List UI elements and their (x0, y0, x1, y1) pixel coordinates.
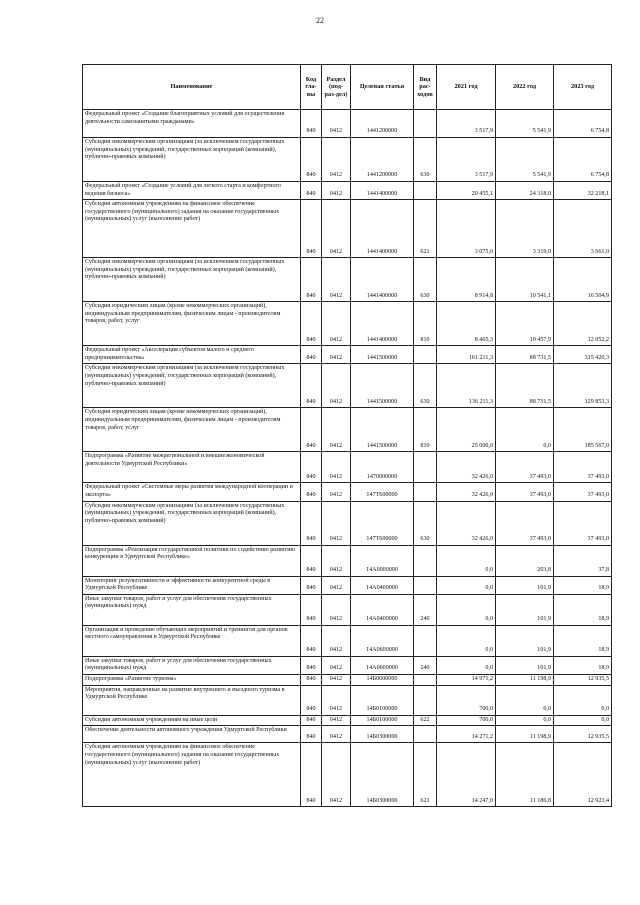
cell-name: Иные закупки товаров, работ и услуг для обеспечения государственных (муниципальных) нужд (83, 656, 301, 674)
cell-glava: 840 (301, 302, 322, 346)
cell-name: Субсидии некоммерческим организациям (за исключением государственных (муниципальных) учреждений, государственных корпораций (компаний), публично-правовых компаний) (83, 501, 301, 545)
cell-y2021: 8 914,8 (437, 258, 496, 302)
cell-y2021: 136 211,3 (437, 364, 496, 408)
cell-razdel: 0412 (322, 364, 351, 408)
table-row (83, 576, 612, 594)
cell-y2022: 24 318,0 (496, 182, 554, 200)
cell-vid (414, 685, 437, 715)
cell-statya: 14Б0300000 (351, 726, 414, 743)
table-header-row (83, 65, 612, 110)
cell-statya: 14A0400000 (351, 576, 414, 594)
cell-y2023: 0,0 (554, 715, 612, 726)
cell-y2023: 37,8 (554, 545, 612, 576)
cell-statya: 1470000000 (351, 452, 414, 483)
cell-name: Субсидии автономным учреждениям на финансовое обеспечение государственного (муниципального) задания на оказание государственных (муниципальных) услуг (выполнение работ) (83, 743, 301, 807)
cell-vid (414, 675, 437, 686)
cell-name: Мероприятия, направленные на развитие внутреннего и въездного туризма в Удмуртской Республике (83, 685, 301, 715)
cell-y2022: 5 541,9 (496, 138, 554, 182)
table-row (83, 302, 612, 346)
table-row (83, 656, 612, 674)
cell-y2022: 11 198,9 (496, 675, 554, 686)
table-row (83, 138, 612, 182)
table-row (83, 346, 612, 364)
cell-vid: 810 (414, 408, 437, 452)
cell-y2023: 18,9 (554, 656, 612, 674)
cell-razdel: 0412 (322, 715, 351, 726)
page-number: 22 (316, 16, 324, 25)
cell-name: Федеральный проект «Создание благоприятных условий для осуществления деятельности самозанятыми гражданами» (83, 110, 301, 138)
cell-y2022: 0,0 (496, 715, 554, 726)
header-2023: 2023 год (554, 65, 612, 110)
table-row (83, 483, 612, 501)
cell-glava: 840 (301, 364, 322, 408)
cell-razdel: 0412 (322, 675, 351, 686)
cell-y2021: 0,0 (437, 656, 496, 674)
cell-vid (414, 182, 437, 200)
cell-y2021: 700,0 (437, 715, 496, 726)
cell-name: Субсидии некоммерческим организациям (за исключением государственных (муниципальных) учреждений, государственных корпораций (компаний), публично-правовых компаний) (83, 138, 301, 182)
cell-vid (414, 483, 437, 501)
cell-y2023: 18,9 (554, 594, 612, 625)
cell-statya: 1441500000 (351, 364, 414, 408)
cell-y2022: 10 457,9 (496, 302, 554, 346)
cell-glava: 840 (301, 715, 322, 726)
cell-glava: 840 (301, 182, 322, 200)
table-row (83, 715, 612, 726)
cell-y2021: 0,0 (437, 545, 496, 576)
cell-vid (414, 346, 437, 364)
table-row (83, 743, 612, 807)
cell-statya: 14Б0100000 (351, 685, 414, 715)
cell-y2022: 101,9 (496, 576, 554, 594)
cell-vid (414, 452, 437, 483)
cell-name: Субсидии автономным учреждениям на иные цели (83, 715, 301, 726)
cell-glava: 840 (301, 200, 322, 258)
cell-razdel: 0412 (322, 182, 351, 200)
cell-y2022: 101,9 (496, 656, 554, 674)
cell-glava: 840 (301, 625, 322, 656)
table-row (83, 685, 612, 715)
cell-y2022: 88 731,5 (496, 364, 554, 408)
cell-statya: 1441500000 (351, 346, 414, 364)
cell-glava: 840 (301, 656, 322, 674)
header-statya: Целевая статья (351, 65, 414, 110)
header-2021: 2021 год (437, 65, 496, 110)
header-razdel: Раздел (под-раз-дел) (322, 65, 351, 110)
table-row (83, 625, 612, 656)
cell-vid: 240 (414, 594, 437, 625)
header-2022: 2022 год (496, 65, 554, 110)
cell-name: Обеспечение деятельности автономного учреждения Удмуртской Республики (83, 726, 301, 743)
cell-statya: 14A0600000 (351, 625, 414, 656)
cell-razdel: 0412 (322, 138, 351, 182)
table-row (83, 182, 612, 200)
cell-razdel: 0412 (322, 483, 351, 501)
cell-vid (414, 545, 437, 576)
cell-y2022: 5 541,9 (496, 110, 554, 138)
cell-glava: 840 (301, 743, 322, 807)
cell-name: Федеральный проект «Создание условий для легкого старта и комфортного ведения бизнеса» (83, 182, 301, 200)
cell-y2021: 32 426,0 (437, 501, 496, 545)
cell-razdel: 0412 (322, 685, 351, 715)
cell-vid (414, 110, 437, 138)
cell-razdel: 0412 (322, 576, 351, 594)
cell-y2023: 3 661,0 (554, 200, 612, 258)
table-row (83, 675, 612, 686)
cell-vid: 630 (414, 501, 437, 545)
cell-statya: 14A0600000 (351, 656, 414, 674)
cell-glava: 840 (301, 545, 322, 576)
cell-glava: 840 (301, 258, 322, 302)
cell-y2023: 315 420,3 (554, 346, 612, 364)
cell-statya: 14A0400000 (351, 594, 414, 625)
cell-vid: 621 (414, 200, 437, 258)
cell-y2023: 12 935,5 (554, 675, 612, 686)
table-row (83, 200, 612, 258)
cell-vid: 630 (414, 138, 437, 182)
cell-y2022: 101,9 (496, 625, 554, 656)
cell-glava: 840 (301, 138, 322, 182)
cell-razdel: 0412 (322, 452, 351, 483)
cell-y2021: 32 426,0 (437, 452, 496, 483)
cell-statya: 1441400000 (351, 258, 414, 302)
cell-name: Организация и проведение обучающих мероприятий и тренингов для органов местного самоуправления в Удмуртской Республике (83, 625, 301, 656)
cell-razdel: 0412 (322, 258, 351, 302)
cell-vid: 810 (414, 302, 437, 346)
header-name: Наименование (83, 65, 301, 110)
cell-vid: 630 (414, 364, 437, 408)
cell-y2023: 16 504,9 (554, 258, 612, 302)
cell-y2022: 37 493,0 (496, 483, 554, 501)
cell-statya: 14Б0100000 (351, 715, 414, 726)
cell-name: Субсидии автономным учреждениям на финансовое обеспечение государственного (муниципального) задания на оказание государственных (муниципальных) услуг (выполнение работ) (83, 200, 301, 258)
cell-statya: 1441400000 (351, 200, 414, 258)
cell-glava: 840 (301, 594, 322, 625)
cell-y2023: 37 493,0 (554, 501, 612, 545)
cell-y2022: 88 731,5 (496, 346, 554, 364)
table-row (83, 258, 612, 302)
cell-y2021: 700,0 (437, 685, 496, 715)
table-row (83, 408, 612, 452)
cell-statya: 1441200000 (351, 110, 414, 138)
cell-name: Субсидии юридическим лицам (кроме некоммерческих организаций), индивидуальным предпринимателям, физическим лицам - производителям товаров, работ, услуг (83, 408, 301, 452)
cell-glava: 840 (301, 452, 322, 483)
cell-name: Подпрограмма «Развитие туризма» (83, 675, 301, 686)
cell-y2022: 11 186,8 (496, 743, 554, 807)
cell-glava: 840 (301, 483, 322, 501)
cell-y2022: 11 198,9 (496, 726, 554, 743)
cell-name: Субсидии некоммерческим организациям (за исключением государственных (муниципальных) учреждений, государственных корпораций (компаний), публично-правовых компаний) (83, 258, 301, 302)
cell-y2021: 3 075,0 (437, 200, 496, 258)
cell-statya: 147T600000 (351, 501, 414, 545)
cell-razdel: 0412 (322, 200, 351, 258)
cell-glava: 840 (301, 346, 322, 364)
table-row (83, 726, 612, 743)
cell-razdel: 0412 (322, 625, 351, 656)
cell-vid (414, 576, 437, 594)
cell-name: Федеральный проект «Системные меры развития международной кооперации и экспорта» (83, 483, 301, 501)
cell-y2021: 14 971,2 (437, 675, 496, 686)
cell-y2023: 6 754,8 (554, 110, 612, 138)
cell-y2023: 0,0 (554, 685, 612, 715)
cell-y2023: 6 754,8 (554, 138, 612, 182)
cell-statya: 1441200000 (351, 138, 414, 182)
cell-y2021: 32 426,0 (437, 483, 496, 501)
cell-vid: 622 (414, 715, 437, 726)
table-row (83, 545, 612, 576)
cell-vid (414, 726, 437, 743)
cell-razdel: 0412 (322, 408, 351, 452)
cell-razdel: 0412 (322, 743, 351, 807)
cell-razdel: 0412 (322, 656, 351, 674)
cell-y2021: 14 247,0 (437, 743, 496, 807)
cell-y2023: 12 052,2 (554, 302, 612, 346)
cell-y2021: 3 517,9 (437, 110, 496, 138)
table-body (83, 110, 612, 807)
cell-y2021: 0,0 (437, 576, 496, 594)
cell-statya: 1441400000 (351, 302, 414, 346)
cell-y2021: 0,0 (437, 625, 496, 656)
cell-y2022: 101,9 (496, 594, 554, 625)
cell-name: Субсидии юридическим лицам (кроме некоммерческих организаций), индивидуальным предпринимателям, физическим лицам - производителям товаров, работ, услуг (83, 302, 301, 346)
cell-y2023: 129 853,3 (554, 364, 612, 408)
cell-statya: 1441400000 (351, 182, 414, 200)
cell-glava: 840 (301, 110, 322, 138)
cell-y2021: 25 000,0 (437, 408, 496, 452)
cell-razdel: 0412 (322, 501, 351, 545)
cell-y2022: 37 493,0 (496, 452, 554, 483)
cell-y2021: 161 211,3 (437, 346, 496, 364)
cell-glava: 840 (301, 726, 322, 743)
cell-glava: 840 (301, 501, 322, 545)
cell-glava: 840 (301, 408, 322, 452)
cell-razdel: 0412 (322, 110, 351, 138)
cell-y2023: 37 493,0 (554, 452, 612, 483)
cell-razdel: 0412 (322, 545, 351, 576)
cell-y2022: 10 541,1 (496, 258, 554, 302)
cell-razdel: 0412 (322, 302, 351, 346)
cell-y2023: 18,9 (554, 576, 612, 594)
cell-y2021: 3 517,9 (437, 138, 496, 182)
cell-statya: 147T600000 (351, 483, 414, 501)
cell-name: Подпрограмма «Реализация государственной политики по содействию развитию конкуренции в Удмуртской Республике» (83, 545, 301, 576)
table-row (83, 501, 612, 545)
cell-name: Субсидии некоммерческим организациям (за исключением государственных (муниципальных) учреждений, государственных корпораций (компаний), публично-правовых компаний) (83, 364, 301, 408)
cell-y2023: 37 493,0 (554, 483, 612, 501)
cell-vid: 630 (414, 258, 437, 302)
cell-y2021: 0,0 (437, 594, 496, 625)
budget-table (82, 64, 612, 807)
cell-razdel: 0412 (322, 346, 351, 364)
cell-y2022: 0,0 (496, 685, 554, 715)
cell-name: Иные закупки товаров, работ и услуг для обеспечения государственных (муниципальных) нужд (83, 594, 301, 625)
table-row (83, 110, 612, 138)
cell-y2021: 20 455,1 (437, 182, 496, 200)
cell-razdel: 0412 (322, 726, 351, 743)
cell-y2022: 203,8 (496, 545, 554, 576)
cell-y2023: 18,9 (554, 625, 612, 656)
table-row (83, 594, 612, 625)
cell-vid (414, 625, 437, 656)
cell-y2023: 185 567,0 (554, 408, 612, 452)
cell-glava: 840 (301, 685, 322, 715)
cell-glava: 840 (301, 675, 322, 686)
cell-statya: 14A0000000 (351, 545, 414, 576)
table-row (83, 364, 612, 408)
cell-statya: 14Б0000000 (351, 675, 414, 686)
cell-glava: 840 (301, 576, 322, 594)
cell-y2021: 8 465,3 (437, 302, 496, 346)
cell-name: Подпрограмма «Развитие межрегиональной и внешнеэкономической деятельности Удмуртской Республики» (83, 452, 301, 483)
cell-vid: 621 (414, 743, 437, 807)
cell-y2023: 12 935,5 (554, 726, 612, 743)
cell-name: Федеральный проект «Акселерация субъектов малого и среднего предпринимательства» (83, 346, 301, 364)
cell-statya: 1441500000 (351, 408, 414, 452)
cell-y2022: 3 319,0 (496, 200, 554, 258)
cell-name: Мониторинг результативности и эффективности конкурентной среды в Удмуртской Республике (83, 576, 301, 594)
cell-statya: 14Б0300000 (351, 743, 414, 807)
header-vid: Вид рас-ходов (414, 65, 437, 110)
cell-y2022: 0,0 (496, 408, 554, 452)
cell-y2021: 14 271,2 (437, 726, 496, 743)
cell-y2023: 32 218,1 (554, 182, 612, 200)
cell-razdel: 0412 (322, 594, 351, 625)
cell-y2022: 37 493,0 (496, 501, 554, 545)
cell-y2023: 12 923,4 (554, 743, 612, 807)
cell-vid: 240 (414, 656, 437, 674)
header-glava: Код гла-вы (301, 65, 322, 110)
table-row (83, 452, 612, 483)
